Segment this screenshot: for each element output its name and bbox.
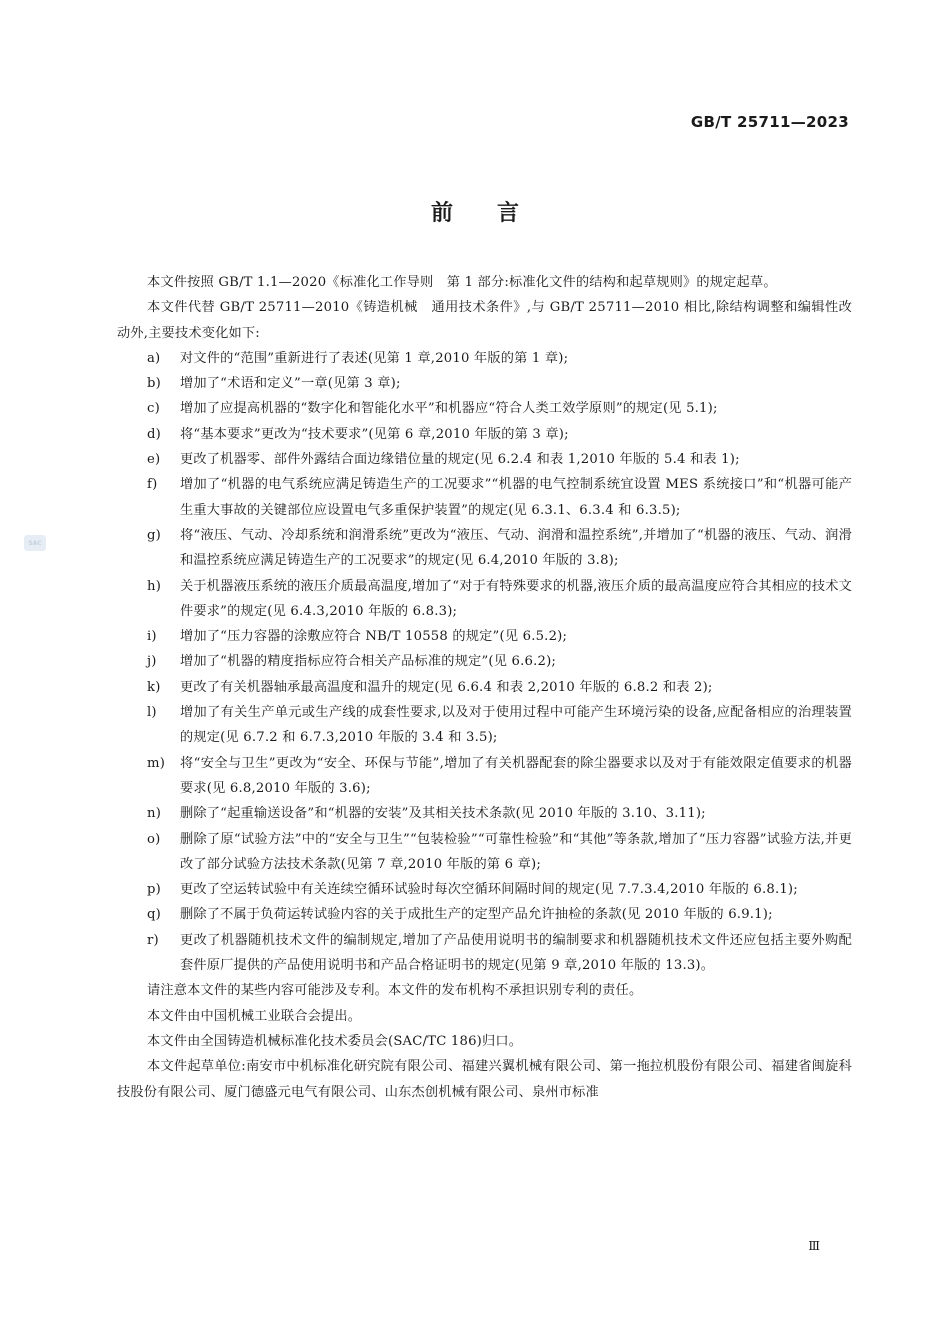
list-item [117,649,852,674]
list-item [117,472,852,523]
list-item-text: 将“基本要求”更改为“技术要求”(见第 6 章,2010 年版的第 3 章); [180,426,569,442]
intro-paragraph-2: 本文件代替 GB/T 25711—2010《铸造机械 通用技术条件》,与 GB/T 25711—2010 相比,除结构调整和编辑性改动外,主要技术变化如下: [117,300,852,341]
list-item-label: o) [147,831,161,847]
list-item-text: 将“液压、气动、冷却系统和润滑系统”更改为“液压、气动、润滑和温控系统”,并增加了“机器的液压、气动、润滑和温控系统应满足铸造生产的工况要求”的规定(见 6.4,2010 年版的 3.8); [180,527,852,569]
list-item-text: 更改了空运转试验中有关连续空循环试验时每次空循环间隔时间的规定(见 7.7.3.4,2010 年版的 6.8.1); [180,882,798,898]
list-item-label: f) [147,477,158,493]
list-item-label: r) [147,932,159,948]
drafting-units: 本文件起草单位:南安市中机标准化研究院有限公司、福建兴翼机械有限公司、第一拖拉机股份有限公司、福建省闽旋科技股份有限公司、厦门德盛元电气有限公司、山东杰创机械有限公司、泉州市标准 [117,1059,852,1100]
list-item [117,751,852,802]
list-item-label: a) [147,350,161,366]
list-item-text: 将“安全与卫生”更改为“安全、环保与节能”,增加了有关机器配套的除尘器要求以及对于有能效限定值要求的机器要求(见 6.8,2010 年版的 3.6); [180,755,852,796]
list-item [117,523,852,574]
document-body [117,270,852,1105]
list-item [117,877,852,902]
list-item-text: 增加了“机器的电气系统应满足铸造生产的工况要求”“机器的电气控制系统宜设置 MES 系统接口”和“机器可能产生重大事故的关键部位应设置电气多重保护装置”的规定(见 6.3.1、6.3.4 和 6.3.5); [180,477,852,518]
list-item-text: 更改了有关机器轴承最高温度和温升的规定(见 6.6.4 和表 2,2010 年版的 6.8.2 和表 2); [180,679,713,695]
list-item-label: l) [147,705,157,721]
page-title [0,196,950,227]
standard-number: GB/T 25711—2023 [690,113,849,131]
list-item-label: h) [147,578,162,594]
list-item-label: q) [147,907,161,923]
list-item-label: b) [147,376,161,392]
list-item [117,675,852,700]
list-item [117,396,852,421]
list-item-text: 更改了机器零、部件外露结合面边缘错位量的规定(见 6.2.4 和表 1,2010 年版的 5.4 和表 1); [180,452,740,468]
list-item-label: g) [147,527,161,543]
list-item-label: j) [147,654,157,670]
list-item-text: 对文件的“范围”重新进行了表述(见第 1 章,2010 年版的第 1 章); [180,350,569,366]
list-item-text: 删除了不属于负荷运转试验内容的关于成批生产的定型产品允许抽检的条款(见 2010 年版的 6.9.1); [180,907,773,923]
list-item [117,624,852,649]
committee-statement: 本文件由全国铸造机械标准化技术委员会(SAC/TC 186)归口。 [147,1033,523,1049]
list-item [117,801,852,826]
list-item [117,574,852,625]
sac-watermark-logo: SAC [24,535,46,551]
list-item-label: p) [147,882,161,898]
list-item-label: c) [147,401,160,417]
list-item [117,928,852,979]
list-item-text: 删除了原“试验方法”中的“安全与卫生”“包装检验”“可靠性检验”和“其他”等条款,增加了“压力容器”试验方法,并更改了部分试验方法技术条款(见第 7 章,2010 年版的第 6 章); [180,831,852,872]
list-item [117,700,852,751]
list-item-text: 删除了“起重输送设备”和“机器的安装”及其相关技术条款(见 2010 年版的 3.10、3.11); [180,806,706,822]
proposer-statement: 本文件由中国机械工业联合会提出。 [147,1008,362,1024]
list-item-label: m) [147,755,166,771]
list-item-label: d) [147,426,161,442]
list-item [117,371,852,396]
list-item-text: 增加了“机器的精度指标应符合相关产品标准的规定”(见 6.6.2); [180,654,557,670]
change-list [117,346,852,978]
list-item-text: 增加了有关生产单元或生产线的成套性要求,以及对于使用过程中可能产生环境污染的设备,应配备相应的治理装置的规定(见 6.7.2 和 6.7.3,2010 年版的 3.4 和 3.5); [180,705,852,746]
list-item [117,346,852,371]
list-item-text: 增加了应提高机器的“数字化和智能化水平”和机器应“符合人类工效学原则”的规定(见 5.1); [180,401,718,417]
page-number: Ⅲ [808,1239,820,1253]
patent-notice: 请注意本文件的某些内容可能涉及专利。本文件的发布机构不承担识别专利的责任。 [147,983,643,999]
list-item-label: n) [147,806,162,822]
list-item [117,422,852,447]
title-part-1: 前 [430,201,453,226]
list-item-label: k) [147,679,161,695]
list-item-text: 增加了“压力容器的涂敷应符合 NB/T 10558 的规定”(见 6.5.2); [180,629,568,645]
title-part-2: 言 [497,201,520,226]
list-item-label: e) [147,452,161,468]
list-item-label: i) [147,629,157,645]
list-item [117,827,852,878]
list-item [117,902,852,927]
intro-paragraph-1: 本文件按照 GB/T 1.1—2020《标准化工作导则 第 1 部分:标准化文件的结构和起草规则》的规定起草。 [147,275,777,290]
list-item [117,447,852,472]
list-item-text: 增加了“术语和定义”一章(见第 3 章); [180,376,401,392]
list-item-text: 关于机器液压系统的液压介质最高温度,增加了“对于有特殊要求的机器,液压介质的最高温度应符合其相应的技术文件要求”的规定(见 6.4.3,2010 年版的 6.8.3); [180,578,852,619]
list-item-text: 更改了机器随机技术文件的编制规定,增加了产品使用说明书的编制要求和机器随机技术文件还应包括主要外购配套件原厂提供的产品使用说明书和产品合格证明书的规定(见第 9 章,2010 年版的 13.3)。 [180,932,852,974]
